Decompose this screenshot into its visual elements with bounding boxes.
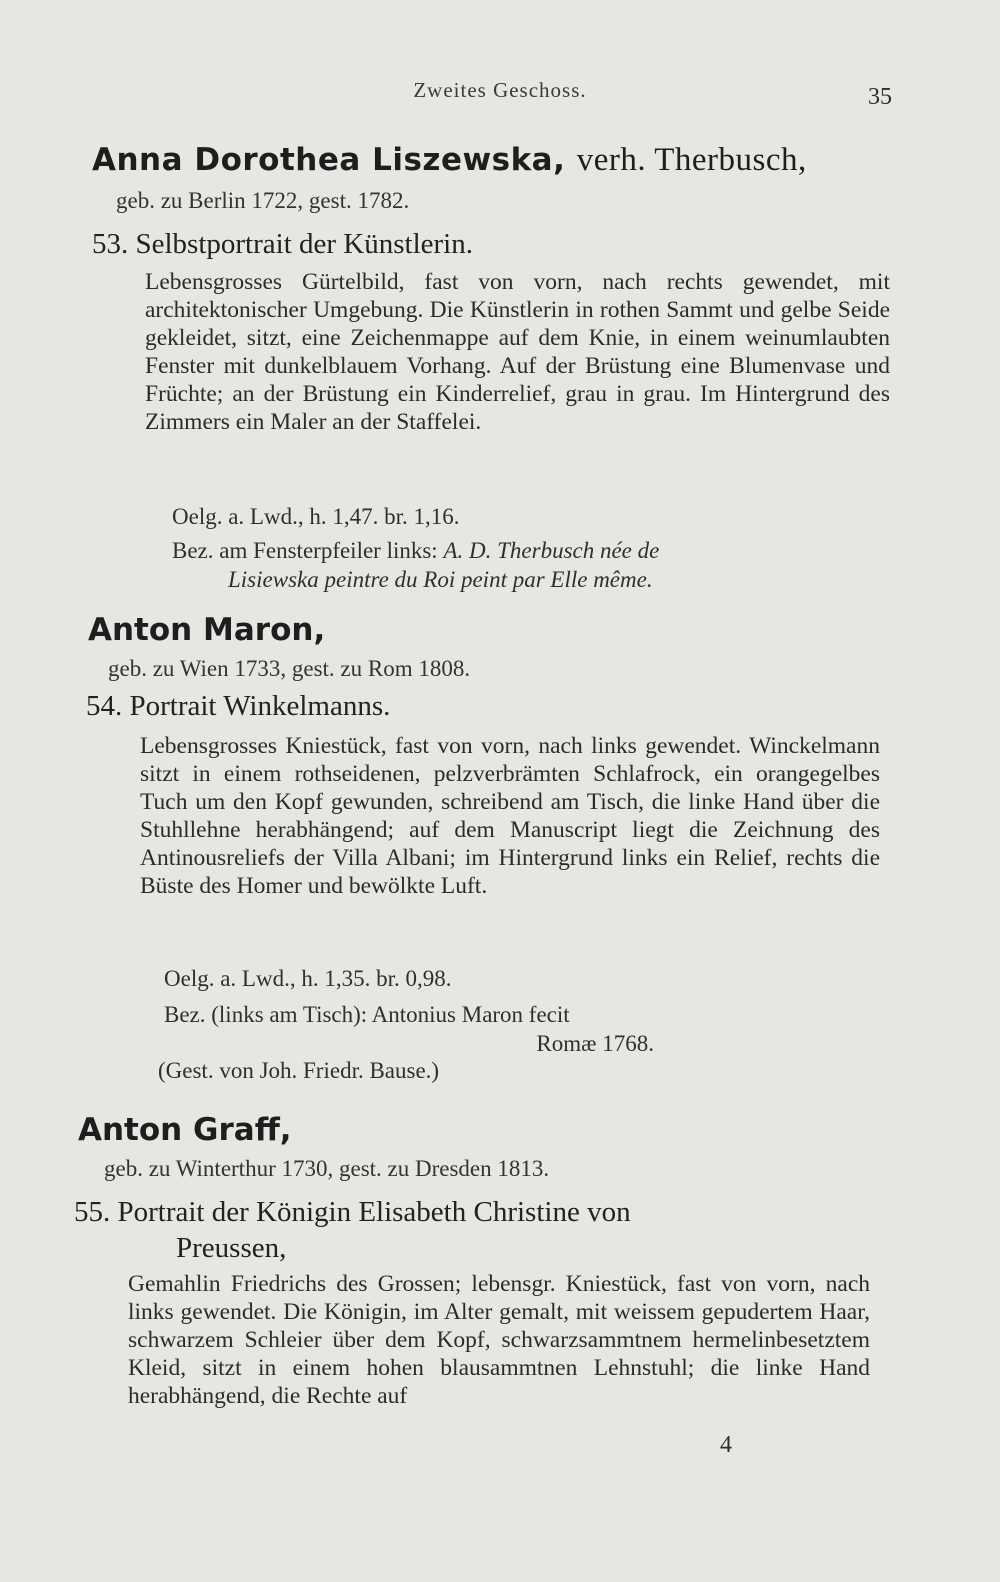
entry-description: Lebensgrosses Kniestück, fast von vorn, nach links gewendet. Winckelmann sitzt in einem rothseidenen, pelzverbrämten Schlafrock, ein orangegelbes Tuch um den Kopf gewunden, schreibend am Tisch, die linke Hand über die Stuhllehne herabhängend; auf dem Manuscript liegt die Zeichnung des Antinousreliefs der Villa Albani; im Hintergrund links ein Relief, rechts die Büste des Homer und bewölkte Luft. xyxy=(140,733,880,899)
signature-text-1: A. D. Therbusch née de xyxy=(443,538,660,563)
entry-title-text: Portrait der Königin Elisabeth Christine von xyxy=(117,1196,631,1228)
artist-name: Anton Graff, xyxy=(78,1112,292,1148)
running-head: Zweites Geschoss. xyxy=(413,78,587,102)
page-number: 35 xyxy=(868,84,892,110)
technique-dimensions: Oelg. a. Lwd., h. 1,47. br. 1,16. xyxy=(172,504,460,529)
entry-title-text: Portrait Winkelmanns. xyxy=(129,690,391,722)
signature-inscription xyxy=(172,536,659,594)
artist-dates: geb. zu Berlin 1722, gest. 1782. xyxy=(116,188,410,213)
signature-line-2: Romæ 1768. xyxy=(536,1031,654,1056)
entry-title xyxy=(86,690,390,723)
artist-dates: geb. zu Winterthur 1730, gest. zu Dresden 1813. xyxy=(104,1156,550,1181)
signature-inscription xyxy=(164,1000,654,1058)
artist-heading-maron xyxy=(88,612,898,648)
signature-prefix: Bez. am Fensterpfeiler links: xyxy=(172,538,438,563)
artist-name: Anton Maron, xyxy=(88,612,326,648)
entry-title xyxy=(74,1196,631,1229)
entry-description: Lebensgrosses Gürtelbild, fast von vorn, nach rechts gewendet, mit architektonischer Umgebung. Die Künstlerin in rothen Sammt und gelbe Seide gekleidet, sitzt, eine Zeichenmappe auf dem Knie, in einem weinumlaubten Fenster mit dunkelblauem Vorhang. Auf der Brüstung eine Blumenvase und Früchte; an der Brüstung ein Kinderrelief, grau in grau. Im Hintergrund des Zimmers ein Maler an der Staffelei. xyxy=(145,269,890,435)
artist-name-suffix: verh. Therbusch, xyxy=(576,142,807,178)
entry-title-text: Selbstportrait der Künstlerin. xyxy=(135,228,473,260)
engraving-note: (Gest. von Joh. Friedr. Bause.) xyxy=(158,1058,440,1083)
entry-title-continuation: Preussen, xyxy=(176,1232,287,1264)
signature-line-1: Bez. (links am Tisch): Antonius Maron fecit xyxy=(164,1002,570,1027)
artist-heading-graff xyxy=(78,1112,888,1148)
entry-description: Gemahlin Friedrichs des Grossen; lebensgr. Kniestück, fast von vorn, nach links gewendet. Die Königin, im Alter gemalt, mit weissem gepudertem Haar, schwarzem Schleier über dem Kopf, schwarzsammtnem hermelinbesetztem Kleid, sitzt in einem hohen blausammtnen Lehnstuhl; die linke Hand herabhängend, die Rechte auf xyxy=(128,1271,870,1409)
page-header xyxy=(0,78,1000,108)
entry-title xyxy=(92,228,473,261)
signature-text-2: Lisiewska peintre du Roi peint par Elle même. xyxy=(228,567,653,592)
artist-heading-therbusch xyxy=(92,142,902,179)
entry-number: 53. xyxy=(92,228,129,260)
artist-dates: geb. zu Wien 1733, gest. zu Rom 1808. xyxy=(108,656,471,681)
signature-mark: 4 xyxy=(720,1432,732,1458)
entry-number: 55. xyxy=(74,1196,111,1228)
entry-number: 54. xyxy=(86,690,123,722)
technique-dimensions: Oelg. a. Lwd., h. 1,35. br. 0,98. xyxy=(164,966,452,991)
artist-name: Anna Dorothea Liszewska, xyxy=(92,142,566,178)
